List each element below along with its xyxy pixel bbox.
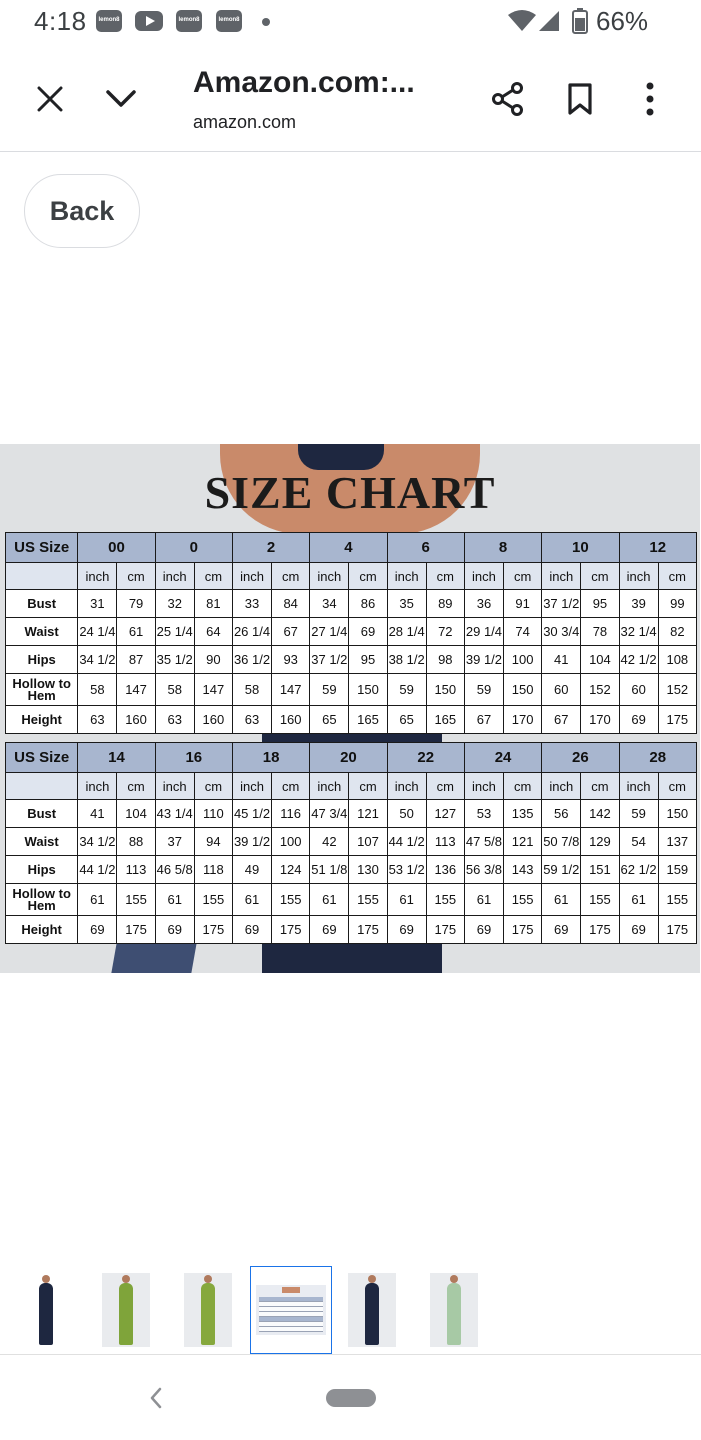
measurement-value: 63 — [232, 706, 271, 734]
measurement-value: 116 — [272, 800, 310, 828]
measurement-value: 160 — [272, 706, 310, 734]
thumbnail-navy-dress-front[interactable] — [348, 1273, 396, 1347]
measurement-value: 90 — [194, 646, 232, 674]
measurement-label: Height — [6, 706, 78, 734]
measurement-label: Height — [6, 916, 78, 944]
measurement-value: 69 — [542, 916, 581, 944]
measurement-value: 63 — [78, 706, 117, 734]
measurement-value: 165 — [426, 706, 464, 734]
measurement-value: 130 — [349, 856, 387, 884]
measurement-value: 170 — [581, 706, 619, 734]
measurement-value: 28 1/4 — [387, 618, 426, 646]
measurement-value: 56 — [542, 800, 581, 828]
measurement-value: 155 — [194, 884, 232, 916]
close-icon[interactable] — [30, 79, 70, 119]
unit-cell: inch — [232, 563, 271, 590]
size-header-cell: 28 — [619, 743, 697, 773]
more-vert-icon[interactable] — [630, 78, 670, 120]
measurement-value: 170 — [504, 706, 542, 734]
measurement-value: 104 — [117, 800, 155, 828]
measurement-value: 155 — [426, 884, 464, 916]
measurement-value: 69 — [78, 916, 117, 944]
size-header-cell: 16 — [155, 743, 232, 773]
mini-size-chart — [256, 1285, 326, 1335]
page-title: Amazon.com:... — [193, 66, 415, 99]
table-row — [6, 828, 697, 856]
measurement-value: 37 — [155, 828, 194, 856]
unit-corner-cell — [6, 563, 78, 590]
measurement-value: 34 1/2 — [78, 828, 117, 856]
size-header-cell: 20 — [310, 743, 387, 773]
unit-cell: inch — [619, 773, 658, 800]
measurement-value: 30 3/4 — [542, 618, 581, 646]
measurement-value: 69 — [619, 706, 658, 734]
measurement-value: 51 1/8 — [310, 856, 349, 884]
measurement-value: 53 1/2 — [387, 856, 426, 884]
measurement-value: 58 — [78, 674, 117, 706]
nav-back-icon[interactable] — [148, 1386, 164, 1410]
measurement-value: 53 — [464, 800, 503, 828]
measurement-value: 155 — [658, 884, 696, 916]
measurement-value: 150 — [426, 674, 464, 706]
measurement-value: 147 — [117, 674, 155, 706]
measurement-value: 124 — [272, 856, 310, 884]
status-bar — [0, 0, 701, 44]
measurement-value: 175 — [349, 916, 387, 944]
measurement-value: 69 — [232, 916, 271, 944]
size-header-cell: 14 — [78, 743, 155, 773]
measurement-value: 46 5/8 — [155, 856, 194, 884]
measurement-value: 152 — [658, 674, 696, 706]
measurement-value: 89 — [426, 590, 464, 618]
measurement-value: 155 — [272, 884, 310, 916]
measurement-value: 69 — [155, 916, 194, 944]
dress-figure — [201, 1275, 215, 1345]
measurement-value: 50 — [387, 800, 426, 828]
unit-cell: cm — [272, 563, 310, 590]
lemon8-notification-icon: lemon8 — [216, 10, 242, 32]
measurement-value: 113 — [426, 828, 464, 856]
measurement-value: 47 3/4 — [310, 800, 349, 828]
unit-cell: inch — [542, 563, 581, 590]
measurement-value: 137 — [658, 828, 696, 856]
table-row — [6, 706, 697, 734]
measurement-value: 61 — [232, 884, 271, 916]
size-header-cell: 4 — [310, 533, 387, 563]
measurement-label: Hips — [6, 646, 78, 674]
unit-cell: cm — [194, 563, 232, 590]
measurement-value: 59 — [619, 800, 658, 828]
unit-cell: inch — [619, 563, 658, 590]
us-size-label: US Size — [6, 533, 78, 563]
unit-cell: cm — [426, 563, 464, 590]
measurement-value: 61 — [387, 884, 426, 916]
unit-cell: inch — [387, 563, 426, 590]
measurement-value: 72 — [426, 618, 464, 646]
measurement-value: 69 — [387, 916, 426, 944]
size-header-cell: 8 — [464, 533, 541, 563]
measurement-value: 61 — [464, 884, 503, 916]
thumbnail-size-chart[interactable] — [250, 1266, 332, 1354]
table-row — [6, 674, 697, 706]
measurement-value: 67 — [272, 618, 310, 646]
size-header-cell: 6 — [387, 533, 464, 563]
size-header-row — [6, 533, 697, 563]
size-header-cell: 18 — [232, 743, 309, 773]
measurement-value: 44 1/2 — [78, 856, 117, 884]
measurement-label: Waist — [6, 828, 78, 856]
measurement-value: 61 — [78, 884, 117, 916]
measurement-value: 175 — [504, 916, 542, 944]
measurement-value: 42 1/2 — [619, 646, 658, 674]
thumbnail-green-dress-front[interactable] — [184, 1273, 232, 1347]
unit-cell: cm — [504, 563, 542, 590]
measurement-value: 135 — [504, 800, 542, 828]
browser-header — [0, 44, 701, 152]
measurement-value: 100 — [272, 828, 310, 856]
dress-figure — [39, 1275, 53, 1345]
measurement-label: Hollow to Hem — [6, 884, 78, 916]
measurement-value: 84 — [272, 590, 310, 618]
measurement-value: 118 — [194, 856, 232, 884]
measurement-value: 98 — [426, 646, 464, 674]
measurement-value: 39 1/2 — [232, 828, 271, 856]
size-header-row — [6, 743, 697, 773]
measurement-value: 36 — [464, 590, 503, 618]
us-size-label: US Size — [6, 743, 78, 773]
measurement-value: 78 — [581, 618, 619, 646]
dress-figure — [365, 1275, 379, 1345]
system-nav-bar — [0, 1356, 701, 1440]
measurement-value: 39 — [619, 590, 658, 618]
measurement-value: 41 — [542, 646, 581, 674]
wifi-icon — [507, 10, 537, 32]
unit-cell: cm — [658, 773, 696, 800]
unit-cell: cm — [349, 773, 387, 800]
measurement-value: 61 — [542, 884, 581, 916]
size-header-cell: 24 — [464, 743, 541, 773]
measurement-value: 67 — [464, 706, 503, 734]
size-table-large — [5, 742, 697, 944]
unit-cell: cm — [658, 563, 696, 590]
unit-cell: inch — [310, 563, 349, 590]
measurement-value: 43 1/4 — [155, 800, 194, 828]
measurement-value: 136 — [426, 856, 464, 884]
measurement-value: 67 — [542, 706, 581, 734]
measurement-value: 81 — [194, 590, 232, 618]
unit-cell: inch — [542, 773, 581, 800]
page-domain: amazon.com — [193, 112, 297, 132]
unit-cell: cm — [194, 773, 232, 800]
measurement-value: 32 1/4 — [619, 618, 658, 646]
measurement-value: 142 — [581, 800, 619, 828]
measurement-value: 54 — [619, 828, 658, 856]
measurement-value: 27 1/4 — [310, 618, 349, 646]
measurement-value: 31 — [78, 590, 117, 618]
measurement-value: 60 — [542, 674, 581, 706]
unit-cell: cm — [117, 563, 155, 590]
unit-cell: cm — [504, 773, 542, 800]
measurement-value: 69 — [464, 916, 503, 944]
lemon8-notification-icon: lemon8 — [96, 10, 122, 32]
unit-cell: inch — [155, 773, 194, 800]
divider — [0, 1354, 701, 1355]
measurement-value: 37 1/2 — [542, 590, 581, 618]
table-row — [6, 800, 697, 828]
measurement-value: 42 — [310, 828, 349, 856]
measurement-value: 56 3/8 — [464, 856, 503, 884]
thumbnail-navy-dress-scarf[interactable] — [22, 1273, 70, 1347]
measurement-value: 49 — [232, 856, 271, 884]
unit-row — [6, 563, 697, 590]
measurement-value: 61 — [117, 618, 155, 646]
table-row — [6, 916, 697, 944]
measurement-value: 104 — [581, 646, 619, 674]
measurement-value: 95 — [349, 646, 387, 674]
measurement-value: 60 — [619, 674, 658, 706]
size-header-cell: 2 — [232, 533, 309, 563]
thumbnail-sage-dress-scarf[interactable] — [430, 1273, 478, 1347]
measurement-value: 25 1/4 — [155, 618, 194, 646]
measurement-value: 62 1/2 — [619, 856, 658, 884]
measurement-value: 175 — [272, 916, 310, 944]
measurement-label: Bust — [6, 590, 78, 618]
home-pill[interactable] — [326, 1389, 376, 1407]
table-row — [6, 884, 697, 916]
measurement-value: 100 — [504, 646, 542, 674]
table-row — [6, 856, 697, 884]
measurement-value: 69 — [349, 618, 387, 646]
measurement-value: 94 — [194, 828, 232, 856]
measurement-value: 65 — [387, 706, 426, 734]
chevron-down-icon[interactable] — [100, 79, 142, 119]
size-header-cell: 22 — [387, 743, 464, 773]
measurement-value: 129 — [581, 828, 619, 856]
measurement-value: 147 — [272, 674, 310, 706]
dress-figure — [119, 1275, 133, 1345]
battery-percent: 66% — [596, 6, 649, 36]
measurement-value: 127 — [426, 800, 464, 828]
measurement-value: 165 — [349, 706, 387, 734]
measurement-value: 37 1/2 — [310, 646, 349, 674]
measurement-value: 61 — [155, 884, 194, 916]
unit-cell: inch — [78, 563, 117, 590]
measurement-label: Waist — [6, 618, 78, 646]
measurement-value: 59 — [310, 674, 349, 706]
measurement-value: 69 — [310, 916, 349, 944]
unit-cell: cm — [426, 773, 464, 800]
status-time: 4:18 — [34, 6, 87, 36]
unit-cell: inch — [78, 773, 117, 800]
measurement-value: 147 — [194, 674, 232, 706]
measurement-value: 175 — [117, 916, 155, 944]
unit-corner-cell — [6, 773, 78, 800]
measurement-value: 99 — [658, 590, 696, 618]
measurement-value: 159 — [658, 856, 696, 884]
measurement-value: 175 — [581, 916, 619, 944]
measurement-value: 64 — [194, 618, 232, 646]
measurement-value: 86 — [349, 590, 387, 618]
measurement-value: 29 1/4 — [464, 618, 503, 646]
measurement-value: 155 — [117, 884, 155, 916]
unit-cell: inch — [155, 563, 194, 590]
measurement-value: 59 — [464, 674, 503, 706]
measurement-value: 45 1/2 — [232, 800, 271, 828]
measurement-value: 175 — [194, 916, 232, 944]
measurement-value: 63 — [155, 706, 194, 734]
size-header-cell: 12 — [619, 533, 697, 563]
unit-cell: inch — [232, 773, 271, 800]
unit-cell: inch — [464, 563, 503, 590]
measurement-value: 151 — [581, 856, 619, 884]
measurement-value: 175 — [658, 916, 696, 944]
measurement-value: 175 — [426, 916, 464, 944]
measurement-value: 87 — [117, 646, 155, 674]
measurement-value: 26 1/4 — [232, 618, 271, 646]
size-header-cell: 0 — [155, 533, 232, 563]
thumbnail-strip — [0, 1266, 701, 1354]
measurement-value: 50 7/8 — [542, 828, 581, 856]
measurement-value: 34 1/2 — [78, 646, 117, 674]
measurement-value: 24 1/4 — [78, 618, 117, 646]
measurement-value: 82 — [658, 618, 696, 646]
measurement-value: 69 — [619, 916, 658, 944]
unit-cell: cm — [117, 773, 155, 800]
measurement-value: 143 — [504, 856, 542, 884]
measurement-label: Hips — [6, 856, 78, 884]
measurement-value: 35 1/2 — [155, 646, 194, 674]
measurement-value: 41 — [78, 800, 117, 828]
measurement-value: 155 — [581, 884, 619, 916]
table-row — [6, 590, 697, 618]
unit-cell: cm — [581, 563, 619, 590]
share-icon[interactable] — [487, 78, 529, 120]
measurement-value: 91 — [504, 590, 542, 618]
measurement-value: 61 — [310, 884, 349, 916]
measurement-value: 160 — [194, 706, 232, 734]
unit-cell: cm — [349, 563, 387, 590]
measurement-value: 59 1/2 — [542, 856, 581, 884]
size-chart-title: SIZE CHART — [204, 467, 496, 518]
size-table-small — [5, 532, 697, 734]
measurement-value: 150 — [349, 674, 387, 706]
unit-row — [6, 773, 697, 800]
measurement-value: 35 — [387, 590, 426, 618]
unit-cell: inch — [387, 773, 426, 800]
measurement-value: 74 — [504, 618, 542, 646]
measurement-value: 155 — [349, 884, 387, 916]
measurement-value: 33 — [232, 590, 271, 618]
youtube-notification-icon — [135, 11, 163, 31]
measurement-label: Hollow to Hem — [6, 674, 78, 706]
measurement-value: 155 — [504, 884, 542, 916]
measurement-value: 113 — [117, 856, 155, 884]
measurement-value: 88 — [117, 828, 155, 856]
measurement-value: 65 — [310, 706, 349, 734]
product-image[interactable] — [0, 444, 700, 973]
unit-cell: cm — [581, 773, 619, 800]
measurement-value: 93 — [272, 646, 310, 674]
unit-cell: inch — [464, 773, 503, 800]
table-row — [6, 618, 697, 646]
measurement-value: 39 1/2 — [464, 646, 503, 674]
measurement-value: 121 — [349, 800, 387, 828]
measurement-value: 61 — [619, 884, 658, 916]
size-header-cell: 26 — [542, 743, 619, 773]
measurement-value: 108 — [658, 646, 696, 674]
measurement-value: 58 — [232, 674, 271, 706]
bookmark-icon[interactable] — [560, 78, 600, 120]
measurement-value: 32 — [155, 590, 194, 618]
unit-cell: inch — [310, 773, 349, 800]
measurement-value: 47 5/8 — [464, 828, 503, 856]
size-header-cell: 10 — [542, 533, 619, 563]
cell-signal-icon — [537, 9, 561, 33]
measurement-value: 152 — [581, 674, 619, 706]
measurement-value: 150 — [504, 674, 542, 706]
measurement-value: 175 — [658, 706, 696, 734]
measurement-value: 34 — [310, 590, 349, 618]
measurement-value: 38 1/2 — [387, 646, 426, 674]
measurement-label: Bust — [6, 800, 78, 828]
unit-cell: cm — [272, 773, 310, 800]
measurement-value: 59 — [387, 674, 426, 706]
table-row — [6, 646, 697, 674]
lemon8-notification-icon: lemon8 — [176, 10, 202, 32]
measurement-value: 107 — [349, 828, 387, 856]
thumbnail-green-dress-back[interactable] — [102, 1273, 150, 1347]
more-notifications-dot — [262, 18, 270, 26]
size-header-cell: 00 — [78, 533, 155, 563]
measurement-value: 58 — [155, 674, 194, 706]
back-button[interactable]: Back — [24, 174, 140, 248]
battery-icon — [572, 8, 588, 34]
measurement-value: 95 — [581, 590, 619, 618]
measurement-value: 44 1/2 — [387, 828, 426, 856]
dress-figure — [447, 1275, 461, 1345]
measurement-value: 36 1/2 — [232, 646, 271, 674]
measurement-value: 121 — [504, 828, 542, 856]
measurement-value: 110 — [194, 800, 232, 828]
measurement-value: 79 — [117, 590, 155, 618]
measurement-value: 160 — [117, 706, 155, 734]
measurement-value: 150 — [658, 800, 696, 828]
